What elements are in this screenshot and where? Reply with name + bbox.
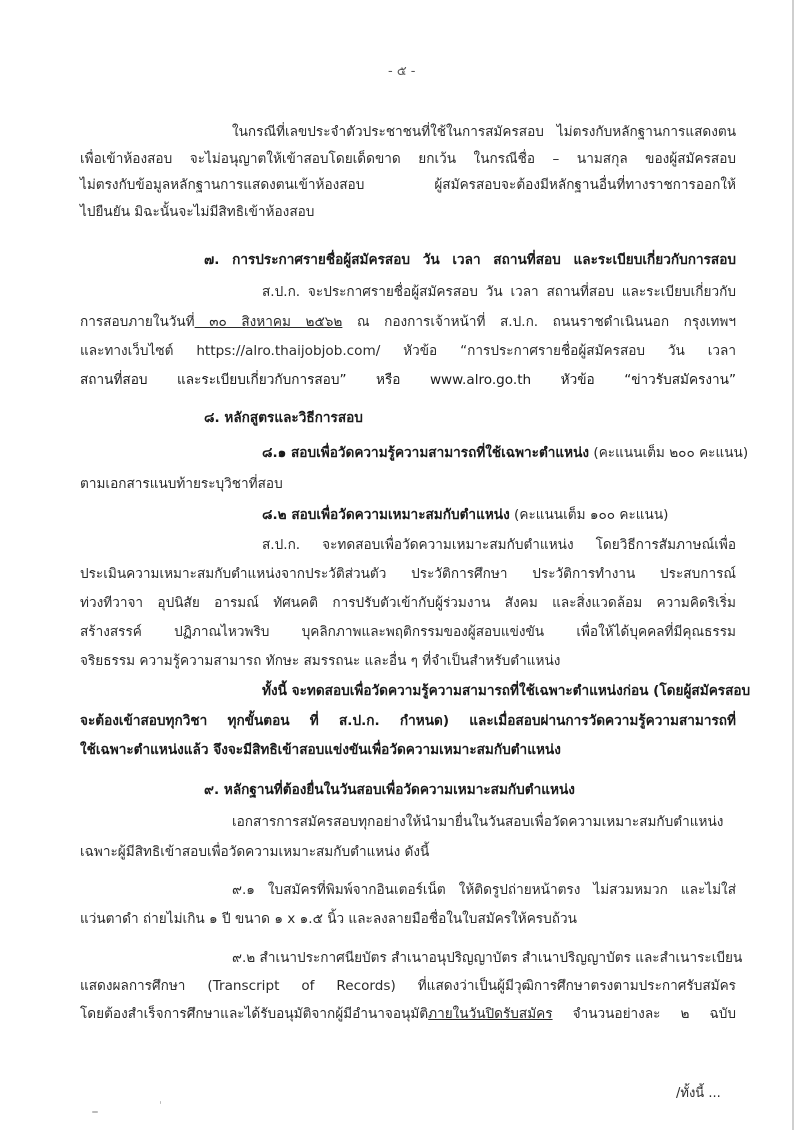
copies-text: จำนวนอย่างละ ๒ ฉบับ bbox=[552, 1006, 736, 1022]
section-8-2-line-1: ส.ป.ก. จะทดสอบเพื่อวัดความเหมาะสมกับตำแหน่ง โดยวิธีการสัมภาษณ์เพื่อ bbox=[262, 537, 736, 553]
date-prefix: การสอบภายในวันที่ bbox=[80, 314, 195, 330]
section-7-heading: ๗. การประกาศรายชื่อผู้สมัครสอบ วัน เวลา สถานที่สอบ และระเบียบเกี่ยวกับการสอบ bbox=[204, 252, 736, 268]
section-8-2-title: ๘.๒ สอบเพื่อวัดความเหมาะสมกับตำแหน่ง bbox=[262, 507, 510, 523]
intro-line-1: ในกรณีที่เลขประจำตัวประชาชนที่ใช้ในการสมัครสอบ ไม่ตรงกับหลักฐานการแสดงตน bbox=[232, 124, 736, 140]
section-8-2-score: (คะแนนเต็ม ๑๐๐ คะแนน) bbox=[509, 507, 669, 523]
section-9-intro-line-2: เฉพาะผู้มีสิทธิเข้าสอบเพื่อวัดความเหมาะสมกับตำแหน่ง ดังนี้ bbox=[80, 844, 430, 860]
section-8-2-line-3: ท่วงทีวาจา อุปนิสัย อารมณ์ ทัศนคติ การปรับตัวเข้ากับผู้ร่วมงาน สังคม และสิ่งแวดล้อม ความคิดริเริ่ม bbox=[80, 595, 736, 611]
location-text: ณ กองการเจ้าหน้าที่ ส.ป.ก. ถนนราชดำเนินนอก กรุงเทพฯ bbox=[342, 314, 736, 330]
section-9-2-line-3 bbox=[80, 1004, 736, 1024]
section-7-line-3: และทางเว็บไซต์ https://alro.thaijobjob.com/ หัวข้อ “การประกาศรายชื่อผู้สมัครสอบ วัน เวลา bbox=[80, 343, 736, 359]
intro-line-3: ไม่ตรงกับข้อมูลหลักฐานการแสดงตนเข้าห้องสอบ ผู้สมัครสอบจะต้องมีหลักฐานอื่นที่ทางราชการออกให้ bbox=[80, 177, 736, 193]
announcement-date: ๓๐ สิงหาคม ๒๕๖๒ bbox=[194, 314, 343, 330]
scan-speck bbox=[160, 1101, 161, 1104]
section-9-intro-line-1: เอกสารการสมัครสอบทุกอย่างให้นำมายื่นในวันสอบเพื่อวัดความเหมาะสมกับตำแหน่ง bbox=[232, 814, 724, 830]
section-9-1-line-1: ๙.๑ ใบสมัครที่พิมพ์จากอินเตอร์เน็ต ให้ติดรูปถ่ายหน้าตรง ไม่สวมหมวก และไม่ใส่ bbox=[232, 882, 736, 898]
section-8-1-line-2: ตามเอกสารแนบท้ายระบุวิชาที่สอบ bbox=[80, 476, 283, 492]
section-8-note-line-2: จะต้องเข้าสอบทุกวิชา ทุกขั้นตอน ที่ ส.ป.ก. กำหนด) และเมื่อสอบผ่านการวัดความรู้ความสามารถที่ bbox=[80, 713, 736, 729]
section-9-heading: ๙. หลักฐานที่ต้องยื่นในวันสอบเพื่อวัดความเหมาะสมกับตำแหน่ง bbox=[204, 782, 575, 798]
section-8-1-title: ๘.๑ สอบเพื่อวัดความรู้ความสามารถที่ใช้เฉพาะตำแหน่ง bbox=[262, 445, 590, 461]
section-7-line-4: สถานที่สอบ และระเบียบเกี่ยวกับการสอบ” หรือ www.alro.go.th หัวข้อ “ข่าวรับสมัครงาน” bbox=[80, 372, 736, 388]
page-edge bbox=[792, 0, 794, 1130]
section-8-2-heading bbox=[262, 505, 668, 525]
section-8-2-line-5: จริยธรรม ความรู้ความสามารถ ทักษะ สมรรถนะ และอื่น ๆ ที่จำเป็นสำหรับตำแหน่ง bbox=[80, 653, 561, 669]
scan-speck bbox=[92, 1111, 98, 1113]
approval-text: โดยต้องสำเร็จการศึกษาและได้รับอนุมัติจากผู้มีอำนาจอนุมัติ bbox=[80, 1006, 429, 1022]
continuation-marker: /ทั้งนี้ ... bbox=[676, 1086, 721, 1101]
page-number: - ๕ - bbox=[388, 64, 416, 79]
section-7-line-1: ส.ป.ก. จะประกาศรายชื่อผู้สมัครสอบ วัน เวลา สถานที่สอบ และระเบียบเกี่ยวกับ bbox=[262, 284, 736, 300]
section-8-2-line-4: สร้างสรรค์ ปฏิภาณไหวพริบ บุคลิกภาพและพฤติกรรมของผู้สอบแข่งขัน เพื่อให้ได้บุคคลที่มีคุณธรรม bbox=[80, 624, 736, 640]
section-7-line-2 bbox=[80, 312, 736, 332]
section-8-2-line-2: ประเมินความเหมาะสมกับตำแหน่งจากประวัติส่วนตัว ประวัติการศึกษา ประวัติการทำงาน ประสบการณ์ bbox=[80, 566, 736, 582]
section-8-heading: ๘. หลักสูตรและวิธีการสอบ bbox=[204, 410, 363, 426]
section-8-note-line-1: ทั้งนี้ จะทดสอบเพื่อวัดความรู้ความสามารถที่ใช้เฉพาะตำแหน่งก่อน (โดยผู้สมัครสอบ bbox=[262, 683, 751, 699]
intro-line-4: ไปยืนยัน มิฉะนั้นจะไม่มีสิทธิเข้าห้องสอบ bbox=[80, 204, 315, 220]
section-8-1-heading bbox=[262, 443, 749, 463]
intro-line-2: เพื่อเข้าห้องสอบ จะไม่อนุญาตให้เข้าสอบโดยเด็ดขาด ยกเว้น ในกรณีชื่อ – นามสกุล ของผู้สมัครสอบ bbox=[80, 151, 736, 167]
section-8-note-line-3: ใช้เฉพาะตำแหน่งแล้ว จึงจะมีสิทธิเข้าสอบแข่งขันเพื่อวัดความเหมาะสมกับตำแหน่ง bbox=[80, 742, 561, 758]
section-8-1-score: (คะแนนเต็ม ๒๐๐ คะแนน) bbox=[589, 445, 749, 461]
section-9-2-line-1: ๙.๒ สำเนาประกาศนียบัตร สำเนาอนุปริญญาบัตร สำเนาปริญญาบัตร และสำเนาระเบียน bbox=[232, 950, 743, 966]
deadline-text: ภายในวันปิดรับสมัคร bbox=[428, 1006, 553, 1022]
section-9-1-line-2: แว่นตาดำ ถ่ายไม่เกิน ๑ ปี ขนาด ๑ x ๑.๕ นิ้ว และลงลายมือชื่อในใบสมัครให้ครบถ้วน bbox=[80, 911, 577, 927]
section-9-2-line-2: แสดงผลการศึกษา (Transcript of Records) ที่แสดงว่าเป็นผู้มีวุฒิการศึกษาตรงตามประกาศรับสมัคร bbox=[80, 978, 736, 994]
